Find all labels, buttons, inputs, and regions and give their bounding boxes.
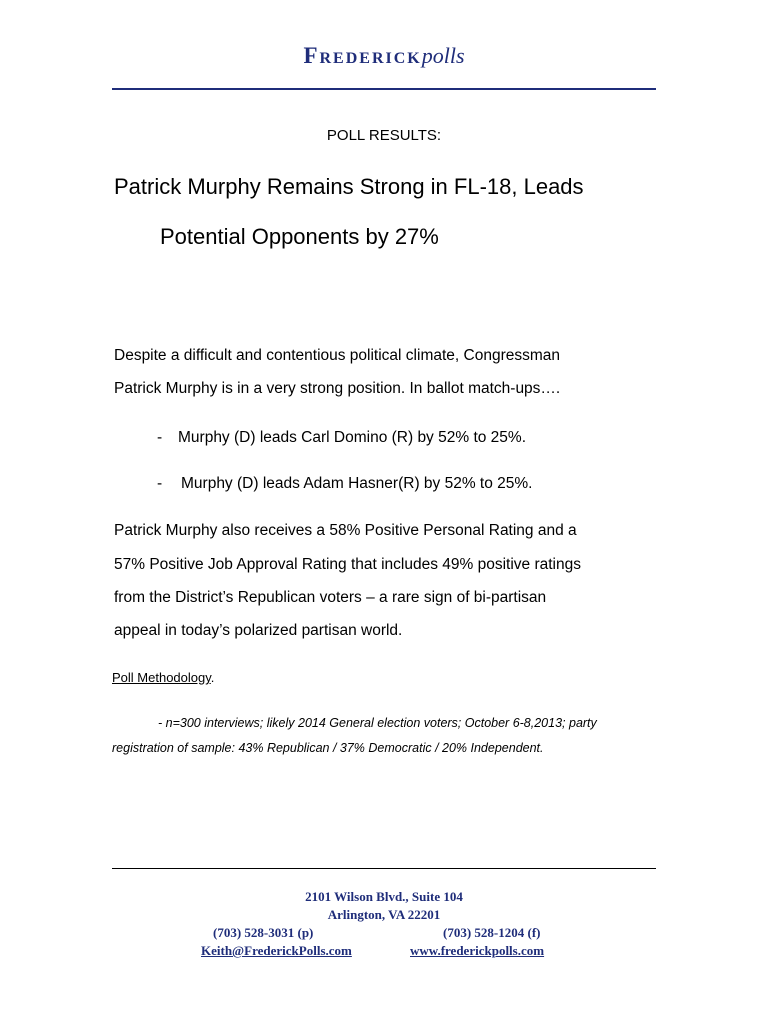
footer-website-link[interactable]: www.frederickpolls.com (410, 943, 545, 958)
brand-sub: polls (421, 43, 465, 68)
bullet-item-1: Murphy (D) leads Carl Domino (R) by 52% to 25%. (178, 429, 527, 446)
header-divider (112, 88, 656, 90)
body-line-2: 57% Positive Job Approval Rating that includes 49% positive ratings (114, 556, 581, 573)
methodology-period: . (210, 670, 215, 685)
intro-line-1: Despite a difficult and contentious political climate, Congressman (114, 347, 561, 364)
body-line-3: from the District’s Republican voters – a rare sign of bi-partisan (114, 589, 547, 606)
body-line-4: appeal in today’s polarized partisan world. (114, 622, 403, 639)
footer-email-link[interactable]: Keith@FrederickPolls.com (201, 943, 352, 958)
body-line-1: Patrick Murphy also receives a 58% Positive Personal Rating and a (114, 522, 577, 539)
section-heading: POLL RESULTS: (326, 127, 442, 144)
footer-phone: (703) 528-3031 (p) (213, 925, 314, 940)
footer-address-line-1: 2101 Wilson Blvd., Suite 104 (305, 889, 463, 904)
bullet-item-2: Murphy (D) leads Adam Hasner(R) by 52% to 25%. (181, 475, 533, 492)
methodology-note-line-1: - n=300 interviews; likely 2014 General election voters; October 6-8,2013; party (158, 716, 597, 730)
headline-line-2: Potential Opponents by 27% (160, 224, 439, 249)
methodology-note-line-2: registration of sample: 43% Republican / 37% Democratic / 20% Independent. (112, 741, 544, 755)
footer-fax: (703) 528-1204 (f) (443, 925, 541, 940)
footer-divider (112, 868, 656, 869)
brand-main: Frederick (303, 43, 422, 68)
headline-line-1: Patrick Murphy Remains Strong in FL-18, Leads (114, 174, 584, 199)
footer-address-line-2: Arlington, VA 22201 (327, 907, 441, 922)
bullet-marker: - (157, 429, 163, 446)
intro-line-2: Patrick Murphy is in a very strong position. In ballot match-ups…. (114, 380, 561, 397)
bullet-marker: - (157, 475, 163, 492)
methodology-line (112, 670, 214, 685)
brand-logo (0, 44, 768, 67)
methodology-link[interactable]: Poll Methodology (112, 670, 211, 685)
